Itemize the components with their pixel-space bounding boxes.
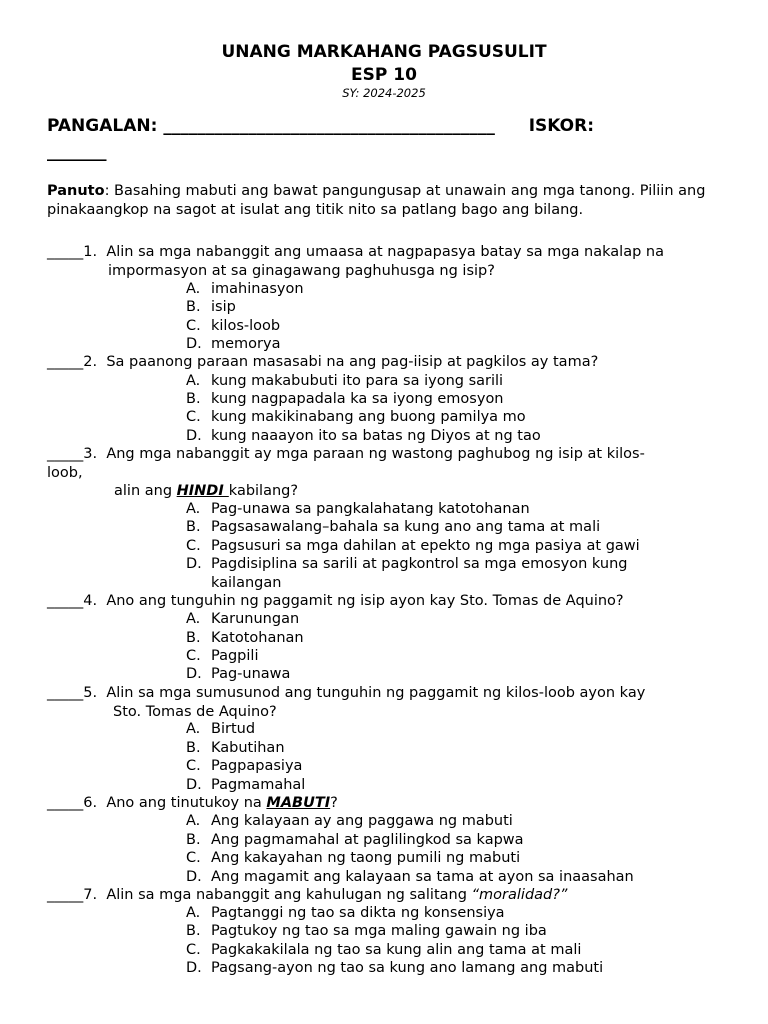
option-2c: C. kung makikinabang ang buong pamilya mo xyxy=(186,409,526,425)
instructions-label: Panuto xyxy=(47,183,105,199)
question-number: 5. xyxy=(83,685,98,701)
question-text: Ang mga nabanggit ay mga paraan ng wastong paghubog ng isip at kilos- xyxy=(106,446,645,462)
question-number: 2. xyxy=(83,354,98,370)
question-3 xyxy=(47,445,747,501)
instructions-text: : Basahing mabuti ang bawat pangungusap at unawain ang mga tanong. Piliin ang pinakaangkop na sagot at isulat ang titik nito sa patlang bago ang bilang. xyxy=(47,183,706,218)
question-number: 4. xyxy=(83,593,98,609)
question-7 xyxy=(47,886,747,905)
question-number: 3. xyxy=(83,446,98,462)
option-3c: C. Pagsusuri sa mga dahilan at epekto ng mga pasiya at gawi xyxy=(186,538,640,554)
option-6a: A. Ang kalayaan ay ang paggawa ng mabuti xyxy=(186,813,513,829)
option-1a: A. imahinasyon xyxy=(186,281,304,297)
score-blank[interactable]: _______ xyxy=(47,142,107,162)
question-number: 6. xyxy=(83,795,98,811)
question-5 xyxy=(47,684,747,721)
school-year: SY: 2024-2025 xyxy=(342,86,426,100)
option-3b: B. Pagsasawalang–bahala sa kung ano ang tama at mali xyxy=(186,519,601,535)
emphasis-word: HINDI xyxy=(176,483,229,499)
answer-blank[interactable]: _____ xyxy=(47,446,84,462)
answer-blank[interactable]: _____ xyxy=(47,354,84,370)
option-4d: D. Pag-unawa xyxy=(186,666,291,682)
option-5b: B. Kabutihan xyxy=(186,740,285,756)
name-blank[interactable]: _______________________________________ xyxy=(163,116,495,136)
option-5a: A. Birtud xyxy=(186,721,256,737)
option-7b: B. Pagtukoy ng tao sa mga maling gawain ng iba xyxy=(186,923,547,939)
option-7a: A. Pagtanggi ng tao sa dikta ng konsensiya xyxy=(186,905,505,921)
answer-blank[interactable]: _____ xyxy=(47,244,84,260)
question-text-wrap: loob, xyxy=(47,464,83,481)
answer-blank[interactable]: _____ xyxy=(47,593,84,609)
option-7d: D. Pagsang-ayon ng tao sa kung ano lamang ang mabuti xyxy=(186,960,604,976)
question-6 xyxy=(47,794,747,813)
exam-subject: ESP 10 xyxy=(351,65,417,85)
option-1d: D. memorya xyxy=(186,336,281,352)
instructions xyxy=(47,182,737,219)
option-4a: A. Karunungan xyxy=(186,611,300,627)
question-text: Alin sa mga nabanggit ang kahulugan ng salitang “moralidad?” xyxy=(106,887,568,903)
question-text: Sa paanong paraan masasabi na ang pag-iisip at pagkilos ay tama? xyxy=(106,354,599,370)
option-3d: D. Pagdisiplina sa sarili at pagkontrol sa mga emosyon kung kailangan xyxy=(186,556,628,591)
question-text: Alin sa mga nabanggit ang umaasa at nagpapasya batay sa mga nakalap na xyxy=(106,244,664,260)
name-label: PANGALAN: xyxy=(47,116,158,136)
question-text: Ano ang tunguhin ng paggamit ng isip ayon kay Sto. Tomas de Aquino? xyxy=(106,593,624,609)
question-1 xyxy=(47,243,747,280)
question-text-cont: impormasyon at sa ginagawang paghuhusga ng isip? xyxy=(108,262,495,279)
option-5c: C. Pagpapasiya xyxy=(186,758,303,774)
score-label: ISKOR: xyxy=(528,116,595,136)
option-1b: B. isip xyxy=(186,299,236,315)
option-7c: C. Pagkakakilala ng tao sa kung alin ang tama at mali xyxy=(186,942,582,958)
question-number: 1. xyxy=(83,244,98,260)
question-text: Ano ang tinutukoy na MABUTI? xyxy=(106,795,338,811)
question-text-cont: alin ang HINDI kabilang? xyxy=(114,483,299,499)
italic-term: “moralidad?” xyxy=(471,887,568,903)
option-6c: C. Ang kakayahan ng taong pumili ng mabuti xyxy=(186,850,521,866)
emphasis-word: MABUTI xyxy=(266,795,331,811)
option-4c: C. Pagpili xyxy=(186,648,259,664)
question-text-cont: Sto. Tomas de Aquino? xyxy=(113,703,277,720)
exam-title: UNANG MARKAHANG PAGSUSULIT xyxy=(221,42,547,62)
question-text: Alin sa mga sumusunod ang tunguhin ng paggamit ng kilos-loob ayon kay xyxy=(106,685,646,701)
option-2d: D. kung naaayon ito sa batas ng Diyos at ng tao xyxy=(186,428,541,444)
option-6d: D. Ang magamit ang kalayaan sa tama at ayon sa inaasahan xyxy=(186,869,634,885)
name-score-row xyxy=(47,115,737,137)
answer-blank[interactable]: _____ xyxy=(47,685,84,701)
option-2b: B. kung nagpapadala ka sa iyong emosyon xyxy=(186,391,504,407)
option-4b: B. Katotohanan xyxy=(186,630,304,646)
option-3a: A. Pag-unawa sa pangkalahatang katotohanan xyxy=(186,501,530,517)
option-5d: D. Pagmamahal xyxy=(186,777,306,793)
answer-blank[interactable]: _____ xyxy=(47,795,84,811)
question-number: 7. xyxy=(83,887,98,903)
option-1c: C. kilos-loob xyxy=(186,318,281,334)
option-2a: A. kung makabubuti ito para sa iyong sarili xyxy=(186,373,504,389)
question-2 xyxy=(47,353,747,372)
answer-blank[interactable]: _____ xyxy=(47,887,84,903)
option-6b: B. Ang pagmamahal at paglilingkod sa kapwa xyxy=(186,832,524,848)
question-4 xyxy=(47,592,747,611)
